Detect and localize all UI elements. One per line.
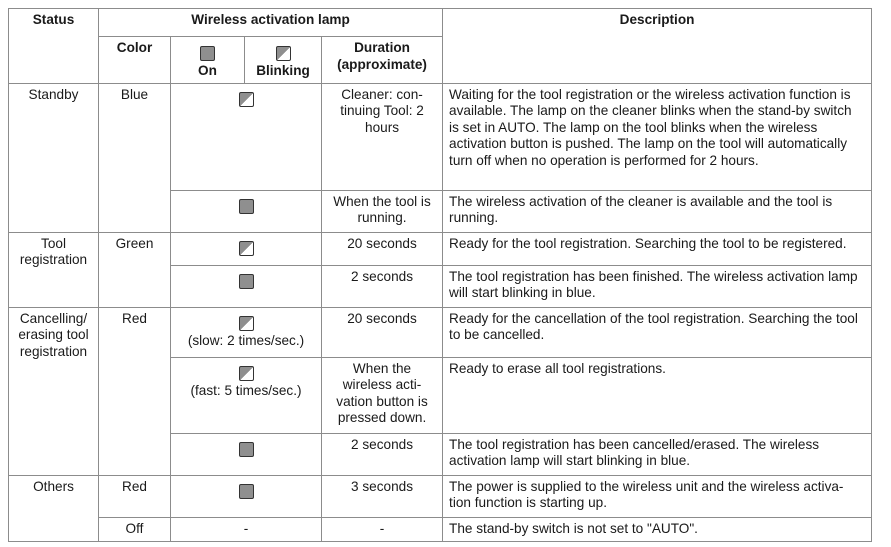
lamp-cell	[171, 83, 322, 190]
description-cell: Ready for the cancellation of the tool registration. Searching the tool to be cancelled.	[443, 307, 872, 357]
header-status: Status	[9, 9, 99, 84]
header-row-1	[9, 9, 872, 37]
blink-rate-slow: (slow: 2 times/sec.)	[187, 332, 305, 348]
lamp-cell	[171, 265, 322, 307]
description-cell: The power is supplied to the wireless unit and the wireless activa-tion function is starting up.	[443, 475, 872, 517]
lamp-on-icon	[239, 442, 254, 457]
color-cancel: Red	[99, 307, 171, 475]
header-color: Color	[99, 37, 171, 84]
lamp-cell	[171, 475, 322, 517]
table-row	[9, 517, 872, 541]
lamp-cell	[171, 190, 322, 232]
header-duration: Duration (approximate)	[322, 37, 443, 84]
table-row	[9, 475, 872, 517]
lamp-blinking-icon	[239, 92, 254, 107]
table-row	[9, 307, 872, 357]
duration-cell: 2 seconds	[322, 265, 443, 307]
header-blinking-label: Blinking	[256, 63, 310, 78]
lamp-on-icon	[239, 274, 254, 289]
color-registration: Green	[99, 232, 171, 307]
header-on-label: On	[198, 63, 217, 78]
description-cell: The tool registration has been finished. The wireless activation lamp will start blinking in blue.	[443, 265, 872, 307]
header-on	[171, 37, 245, 84]
description-cell: Ready to erase all tool registrations.	[443, 357, 872, 433]
lamp-on-icon	[200, 46, 215, 61]
duration-cell: 2 seconds	[322, 433, 443, 475]
duration-cell: 3 seconds	[322, 475, 443, 517]
duration-cell: When the wireless acti-vation button is pressed down.	[322, 357, 443, 433]
lamp-cell	[171, 232, 322, 265]
status-others: Others	[9, 475, 99, 541]
status-cancel: Cancelling/ erasing tool registration	[9, 307, 99, 475]
lamp-cell	[171, 307, 322, 357]
duration-cell: -	[322, 517, 443, 541]
header-lamp: Wireless activation lamp	[99, 9, 443, 37]
duration-cell: When the tool is running.	[322, 190, 443, 232]
lamp-cell-none: -	[171, 517, 322, 541]
description-cell: Ready for the tool registration. Searching the tool to be registered.	[443, 232, 872, 265]
duration-cell: Cleaner: con-tinuing Tool: 2 hours	[322, 83, 443, 190]
table-row	[9, 232, 872, 265]
status-standby: Standby	[9, 83, 99, 232]
description-cell: Waiting for the tool registration or the wireless activation function is available. The lamp on the cleaner blinks when the stand-by switch is set in AUTO. The lamp on the tool blinks when the wireless activation button is pushed. The lamp on the tool will automatically turn off when no operation is performed for 2 hours.	[443, 83, 872, 190]
lamp-blinking-icon	[239, 316, 254, 331]
lamp-on-icon	[239, 484, 254, 499]
description-cell: The tool registration has been cancelled/erased. The wireless activation lamp will start blinking in blue.	[443, 433, 872, 475]
lamp-blinking-icon	[276, 46, 291, 61]
duration-cell: 20 seconds	[322, 232, 443, 265]
color-others-red: Red	[99, 475, 171, 517]
description-cell: The wireless activation of the cleaner is available and the tool is running.	[443, 190, 872, 232]
color-others-off: Off	[99, 517, 171, 541]
lamp-cell	[171, 357, 322, 433]
lamp-blinking-icon	[239, 241, 254, 256]
blink-rate-fast: (fast: 5 times/sec.)	[190, 382, 302, 398]
header-blinking	[245, 37, 322, 84]
description-cell: The stand-by switch is not set to "AUTO".	[443, 517, 872, 541]
duration-cell: 20 seconds	[322, 307, 443, 357]
lamp-cell	[171, 433, 322, 475]
table-row	[9, 83, 872, 190]
lamp-blinking-icon	[239, 366, 254, 381]
header-description: Description	[443, 9, 872, 84]
status-registration: Tool registration	[9, 232, 99, 307]
wireless-lamp-table	[8, 8, 872, 542]
lamp-on-icon	[239, 199, 254, 214]
color-standby: Blue	[99, 83, 171, 232]
